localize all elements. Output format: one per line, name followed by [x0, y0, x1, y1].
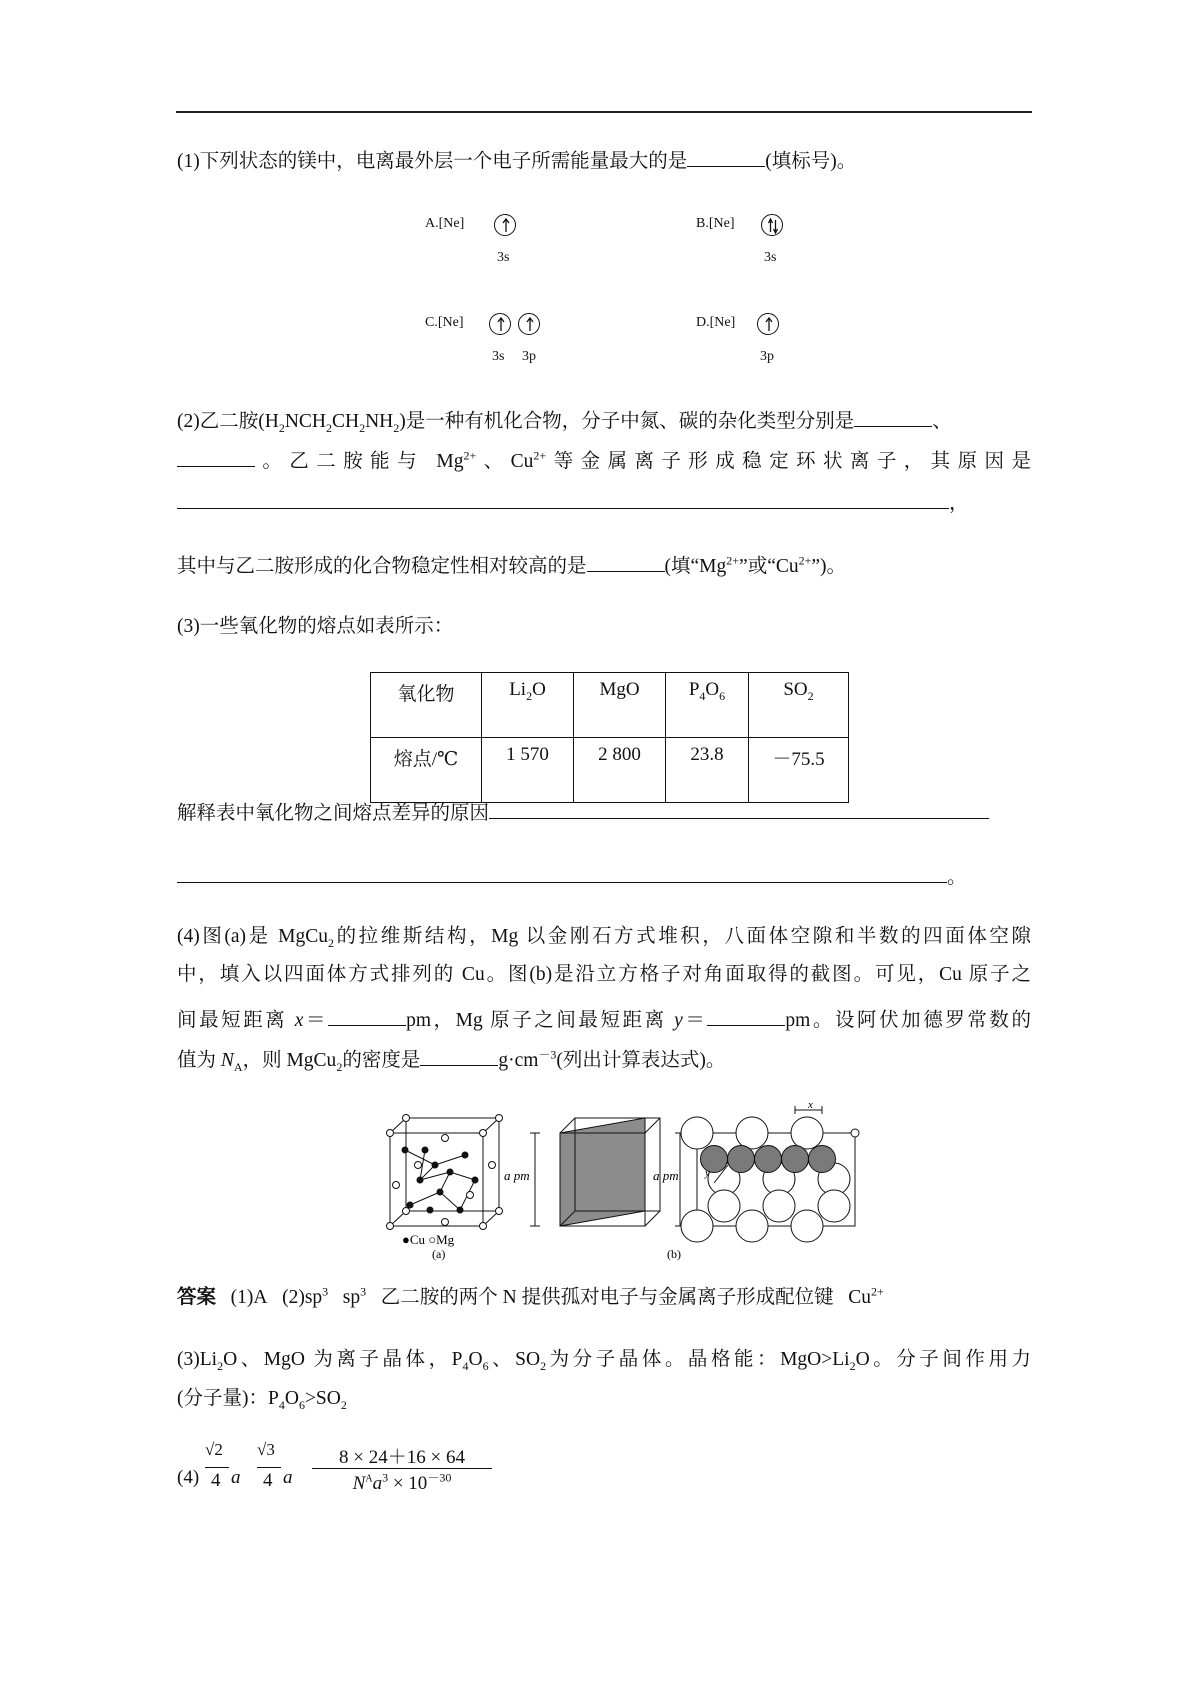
q3-intro: (3)一些氧化物的熔点如表所示： [177, 616, 454, 637]
crystal-structure-figure [380, 1099, 860, 1261]
fraction-2: √3 4 [257, 1440, 281, 1500]
q2-line-3: ， [177, 490, 969, 516]
table-row-label: 熔点/℃ [371, 738, 482, 803]
option-d-label: D.[Ne] [696, 315, 736, 330]
apm-label-1: a pm [504, 1168, 530, 1183]
melting-point-table [370, 672, 849, 803]
q2-line-2: 。乙二胺能与 $Mg^{2+}$、$Cu^{2+}$等金属离子形成稳定环状离子，其原因是 [177, 448, 1031, 474]
var-a-1: a [231, 1467, 241, 1488]
table-cell: 2 800 [574, 738, 666, 803]
table-header-cell: $Li_2O$ [482, 673, 574, 738]
q3-explain: 解释表中氧化物之间熔点差异的原因 [177, 800, 989, 826]
table-header-cell: 氧化物 [371, 673, 482, 738]
orbital-label: 3s [497, 250, 510, 265]
caption-b: (b) [667, 1247, 681, 1261]
q4-line-4: 值为 $N_A$，则 MgCu$_2$的密度是 $g\cdot cm^{-3}$(列出计算表达式)。 [177, 1047, 726, 1074]
option-c-label: C.[Ne] [425, 315, 464, 330]
figure-b-cube [530, 1118, 660, 1226]
var-a-2: a [283, 1467, 293, 1488]
table-cell: 1 570 [482, 738, 574, 803]
table-header-cell: $P_4O_6$ [666, 673, 749, 738]
orbital-label: 3s [764, 250, 777, 265]
orbital-3s-icon [761, 214, 783, 236]
mg-atoms [387, 1115, 503, 1230]
orbital-3p-icon [518, 313, 540, 335]
orbital-label: 3p [760, 349, 774, 364]
option-a-label: A.[Ne] [425, 216, 465, 231]
caption-a: (a) [432, 1247, 446, 1261]
answer-line-2: $(3)Li_2O$、MgO 为离子晶体，$P_4O_6$、$SO_2$为分子晶体。晶格能：$MgO>Li_2O$。分子间作用力 [177, 1349, 1031, 1373]
table-header-cell: $SO_2$ [749, 673, 849, 738]
q1-text: (1)下列状态的镁中，电离最外层一个电子所需能量最大的是 (填标号)。 [177, 148, 856, 174]
y-label: y [705, 1167, 710, 1179]
cu-atoms [402, 1147, 479, 1214]
q2-line-1: (2)乙二胺$(H_2NCH_2CH_2NH_2)$是一种有机化合物，分子中氮、碳的杂化类型分别是 、 [177, 408, 952, 434]
q4-line-2: 中，填入以四面体方式排列的 Cu。图(b)是沿立方格子对角面取得的截图。可见，Cu 原子之 [177, 964, 1031, 985]
orbital-3s-icon [489, 313, 511, 335]
orbital-label: 3p [522, 349, 536, 364]
x-label: x [808, 1099, 813, 1111]
header-rule [176, 111, 1032, 113]
figure-b-section [675, 1106, 859, 1242]
q3-explain-line-2: 。 [177, 864, 967, 890]
q2-line-4: 其中与乙二胺形成的化合物稳定性相对较高的是 (填“$Mg^{2+}$”或“$Cu^{2+}$”)。 [177, 553, 847, 577]
table-cell: －75.5 [749, 738, 849, 803]
figure-legend: ●Cu ○Mg [402, 1232, 455, 1247]
answer-4-prefix: (4) [177, 1467, 200, 1488]
orbital-3s-icon [494, 214, 516, 236]
option-b-label: B.[Ne] [696, 216, 735, 231]
fraction-1: √2 4 [205, 1440, 229, 1500]
answer-line-3: (分子量)：$P_4O_6>SO_2$ [177, 1388, 347, 1412]
orbital-3p-icon [757, 313, 779, 335]
table-cell: 23.8 [666, 738, 749, 803]
answer-line-1: 答案 (1)A $(2)sp^3$ $sp^3$ 乙二胺的两个 N 提供孤对电子与金属离子形成配位键 $Cu^{2+}$ [177, 1284, 884, 1308]
q4-line-1: (4)图(a)是 MgCu$_2$的拉维斯结构，Mg 以金刚石方式堆积，八面体空隙和半数的四面体空隙 [177, 926, 1031, 950]
fraction-3: 8 × 24＋16 × 64 $N^Aa^3 \times 10^{-30}$ [312, 1440, 492, 1500]
q4-line-3: 间最短距离 x＝ pm，Mg 原子之间最短距离 y＝ pm。设阿伏加德罗常数的 [177, 1007, 1031, 1033]
table-header-cell: MgO [574, 673, 666, 738]
orbital-label: 3s [492, 349, 505, 364]
apm-label-2: a pm [653, 1168, 679, 1183]
